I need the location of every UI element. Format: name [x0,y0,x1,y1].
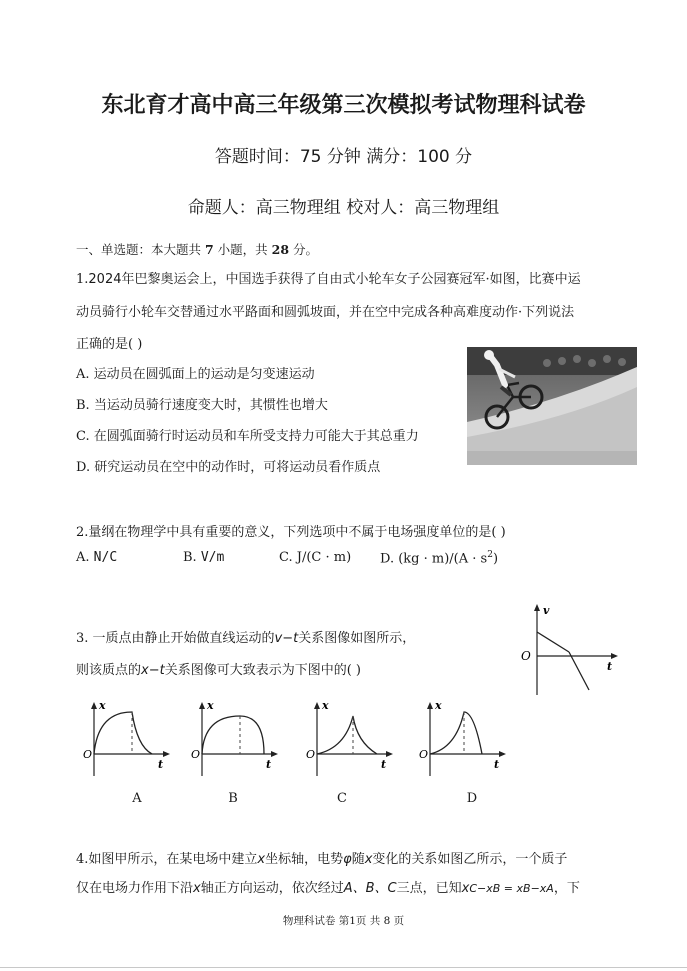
graph-d [418,698,508,782]
q1-option-b: B. 当运动员骑行速度变大时，其惯性也增大 [76,398,328,413]
graph-c-curve [317,716,377,754]
svg-text:x: x [99,699,106,712]
q1-line2: 动员骑行小轮车交替通过水平路面和圆弧坡面，并在空中完成各种高难度动作·下列说法 [76,305,575,320]
bmx-rider-photo [467,347,637,465]
section-heading: 一、单选题：本大题共 7 小题，共 28 分。 [76,242,319,257]
svg-text:O: O [83,748,93,761]
q2-option-b: B. V/m [183,550,225,565]
vt-line-steep [569,652,589,690]
q1-line1: 1.2024年巴黎奥运会上，中国选手获得了自由式小轮车女子公园赛冠军·如图，比赛中运 [76,272,581,287]
svg-text:t: t [381,758,387,771]
vt-origin-label: O [521,649,531,663]
graph-b-curve [202,716,264,754]
choice-c-label: C [337,791,347,806]
q1-option-d: D. 研究运动员在空中的动作时，可将运动员看作质点 [76,460,381,475]
graph-d-curve [430,712,482,754]
page-footer: 物理科试卷 第1页 共 8 页 [282,915,405,927]
q2-option-d: D. $(kg \cdot m)/(A \cdot s^2)$ [380,550,499,567]
exam-authors: 命题人：高三物理组 校对人：高三物理组 [187,198,500,218]
vt-t-label: t [607,660,613,673]
q3-line1: 3. 一质点由静止开始做直线运动的v−t关系图像如图所示， [76,631,416,646]
q1-option-a: A. 运动员在圆弧面上的运动是匀变速运动 [76,367,315,382]
q2-stem: 2.量纲在物理学中具有重要的意义，下列选项中不属于电场强度单位的是( ) [76,525,506,540]
graph-a [82,698,172,782]
graph-b [190,698,280,782]
choice-a-label: A [132,791,142,806]
exam-time-info: 答题时间：75 分钟 满分：100 分 [214,147,473,167]
svg-text:O: O [306,748,316,761]
choice-b-label: B [228,791,238,806]
q2-option-a: A. N/C [76,550,118,565]
exam-title: 东北育才高中高三年级第三次模拟考试物理科试卷 [101,92,586,118]
svg-text:x: x [435,699,442,712]
q1-option-c: C. 在圆弧面骑行时运动员和车所受支持力可能大于其总重力 [76,429,419,444]
vt-graph [515,600,620,695]
q2-option-c: C. J/(C · m) [279,550,352,565]
q4-line1: 4.如图甲所示，在某电场中建立x坐标轴，电势φ随x变化的关系如图乙所示，一个质子 [76,852,568,867]
q1-line3: 正确的是( ) [76,337,143,352]
vt-v-arrow [534,604,540,611]
svg-text:t: t [266,758,272,771]
svg-text:x: x [322,699,329,712]
q3-line2: 则该质点的x−t关系图像可大致表示为下图中的( ) [76,663,361,678]
vt-line-decel [537,632,569,652]
svg-text:O: O [191,748,201,761]
bottom-rule [0,967,687,968]
choice-d-label: D [466,791,478,806]
svg-text:t: t [494,758,500,771]
vt-v-label: v [543,604,550,617]
svg-text:O: O [419,748,429,761]
q4-line2: 仅在电场力作用下沿x轴正方向运动，依次经过A、B、C三点，已知xC−xB = xB−xA，下 [76,881,580,896]
svg-text:t: t [158,758,164,771]
vt-t-arrow [611,653,618,659]
svg-text:x: x [207,699,214,712]
graph-c [305,698,395,782]
graph-a-curve [94,712,152,754]
